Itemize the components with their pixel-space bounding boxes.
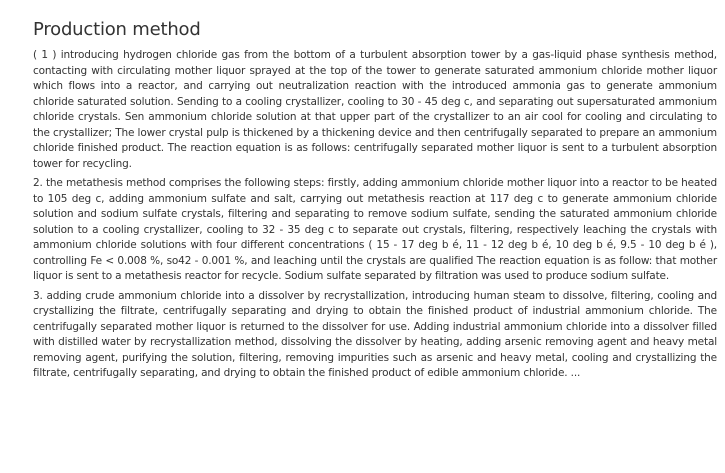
section-title: Production method: [33, 19, 201, 40]
paragraph-method-2: 2. the metathesis method comprises the following steps: firstly, adding ammonium chloride mother liquor into a reactor to be heated to 105 deg c, adding ammonium sulfate and salt, carrying out metathesis reaction at 117 deg c to generate ammonium chloride solution and sodium sulfate crystals, filtering and separating to remove sodium sulfate, sending the saturated ammonium chloride solution to a cooling crystallizer, cooling to 32 - 35 deg c to separate out crystals, filtering, respectively leaching the crystals with ammonium chloride solutions with four different concentrations ( 15 - 17 deg b é, 11 - 12 deg b é, 10 deg b é, 9.5 - 10 deg b é ), controlling Fe < 0.008 %, so42 - 0.001 %, and leaching until the crystals are qualified The reaction equation is as follow: that mother liquor is sent to a metathesis reactor for recycle. Sodium sulfate separated by filtration was used to produce sodium sulfate.: [33, 177, 717, 282]
paragraph-method-1: ( 1 ) introducing hydrogen chloride gas from the bottom of a turbulent absorption tower by a gas-liquid phase synthesis method, contacting with circulating mother liquor sprayed at the top of the tower to generate saturated ammonium chloride mother liquor which flows into a reactor, and carrying out neutralization reaction with the introduced ammonia gas to generate ammonium chloride saturated solution. Sending to a cooling crystallizer, cooling to 30 - 45 deg c, and separating out supersaturated ammonium chloride crystals. Sen ammonium chloride solution at that upper part of the crystallizer to an air cool for cooling and circulating to the crystallizer; The lower crystal pulp is thickened by a thickening device and then centrifugally separated to prepare an ammonium chloride finished product. The reaction equation is as follows: centrifugally separated mother liquor is sent to a turbulent absorption tower for recycling.: [33, 49, 717, 170]
paragraph-method-3: 3. adding crude ammonium chloride into a dissolver by recrystallization, introducing human steam to dissolve, filtering, cooling and crystallizing the filtrate, centrifugally separating and drying to obtain the finished product of industrial ammonium chloride. The centrifugally separated mother liquor is returned to the dissolver for use. Adding industrial ammonium chloride into a dissolver filled with distilled water by recrystallization method, dissolving the dissolver by heating, adding arsenic removing agent and heavy metal removing agent, purifying the solution, filtering, removing impurities such as arsenic and heavy metal, cooling and crystallizing the filtrate, centrifugally separating, and drying to obtain the finished product of edible ammonium chloride. ...: [33, 289, 717, 379]
section-body: [33, 48, 717, 386]
